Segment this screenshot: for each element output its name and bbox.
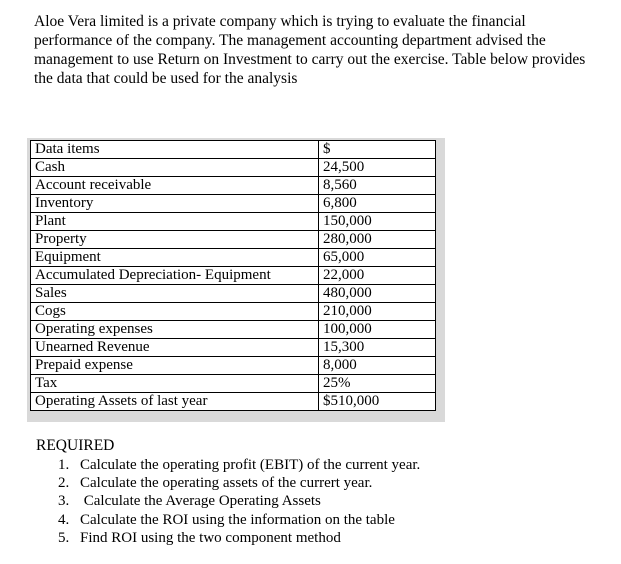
value-cell: 280,000 (319, 231, 436, 249)
table-header-row (31, 141, 436, 159)
table-row (31, 357, 436, 375)
value-cell: 480,000 (319, 285, 436, 303)
value-cell: 8,560 (319, 177, 436, 195)
table-row (31, 231, 436, 249)
item-cell: Cogs (31, 303, 319, 321)
header-item-cell: Data items (31, 141, 319, 159)
item-cell: Inventory (31, 195, 319, 213)
value-cell: 8,000 (319, 357, 436, 375)
list-number: 4. (58, 511, 70, 528)
value-cell: 210,000 (319, 303, 436, 321)
item-cell: Operating expenses (31, 321, 319, 339)
item-cell: Tax (31, 375, 319, 393)
list-text: Calculate the operating assets of the currert year. (80, 475, 373, 492)
table-row (31, 321, 436, 339)
value-cell: 6,800 (319, 195, 436, 213)
value-cell: 24,500 (319, 159, 436, 177)
item-cell: Unearned Revenue (31, 339, 319, 357)
intro-paragraph: Aloe Vera limited is a private company which is trying to evaluate the financial performance of the company. The management accounting department advised the management to use Return on Investment to carry out the exercise. Table below provides the data that could be used for the analysis (34, 13, 586, 87)
item-cell: Equipment (31, 249, 319, 267)
list-text: Calculate the operating profit (EBIT) of the current year. (80, 457, 421, 473)
item-cell: Accumulated Depreciation- Equipment (31, 267, 319, 285)
table-row (31, 393, 436, 411)
list-number: 3. (58, 493, 70, 510)
value-cell: $510,000 (319, 393, 436, 411)
header-value-cell: $ (319, 141, 436, 159)
list-text: Find ROI using the two component method (80, 529, 341, 546)
list-number: 5. (58, 529, 70, 546)
value-cell: 22,000 (319, 267, 436, 285)
list-item (58, 511, 420, 529)
table-row (31, 159, 436, 177)
table-row (31, 339, 436, 357)
item-cell: Plant (31, 213, 319, 231)
value-cell: 15,300 (319, 339, 436, 357)
task-list (58, 456, 420, 547)
table-row (31, 267, 436, 285)
table-row (31, 177, 436, 195)
value-cell: 25% (319, 375, 436, 393)
list-number: 2. (58, 475, 70, 492)
table-row (31, 249, 436, 267)
table-row (31, 375, 436, 393)
table-row (31, 303, 436, 321)
value-cell: 150,000 (319, 213, 436, 231)
item-cell: Account receivable (31, 177, 319, 195)
table-row (31, 195, 436, 213)
table-row (31, 285, 436, 303)
list-item (58, 492, 420, 510)
list-item (58, 474, 420, 492)
list-text: Calculate the Average Operating Assets (80, 493, 321, 510)
list-item (58, 529, 420, 547)
item-cell: Cash (31, 159, 319, 177)
required-heading: REQUIRED (36, 437, 115, 454)
list-text: Calculate the ROI using the information on the table (80, 511, 395, 528)
item-cell: Property (31, 231, 319, 249)
table-row (31, 213, 436, 231)
value-cell: 65,000 (319, 249, 436, 267)
data-table (30, 140, 436, 411)
item-cell: Operating Assets of last year (31, 393, 319, 411)
list-item (58, 456, 420, 474)
value-cell: 100,000 (319, 321, 436, 339)
item-cell: Prepaid expense (31, 357, 319, 375)
item-cell: Sales (31, 285, 319, 303)
list-number: 1. (58, 457, 70, 473)
